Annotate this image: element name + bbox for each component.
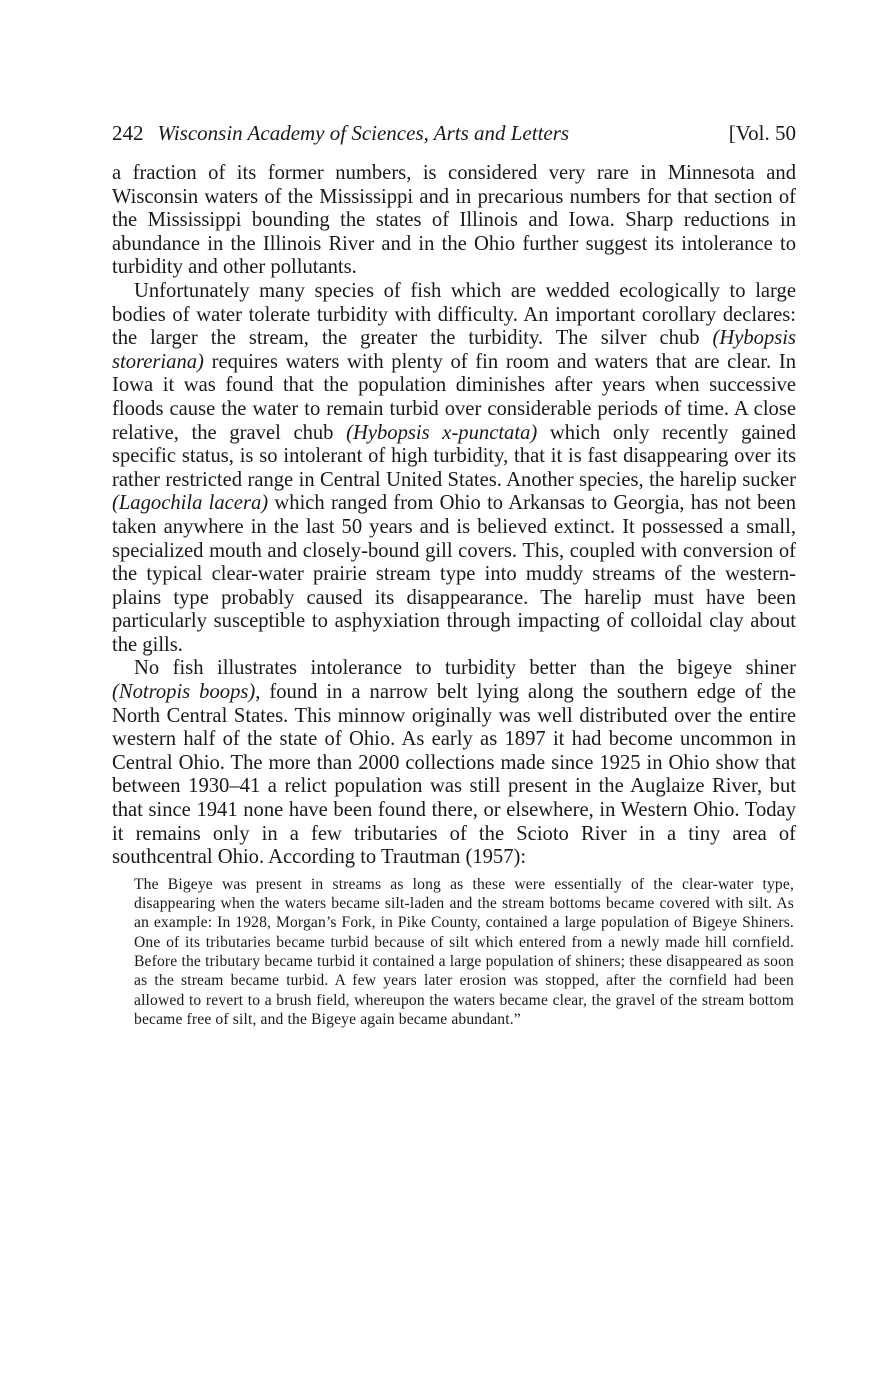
species-name: (Hybopsis storeriana) [112, 327, 796, 373]
paragraph [112, 162, 796, 280]
text-run: which ranged from Ohio to Arkansas to Georgia, has not been taken anywhere in the last 50 years and is believed extinct. It possessed a small, specialized mouth and closely-bound gill covers. This, coupled with conversion of the typical clear-water prairie stream type into muddy streams of the western-plains type probably caused its disappearance. The harelip must have been particularly susceptible to asphyxiation through impacting of colloidal clay about the gills. [112, 492, 796, 656]
body-text [112, 162, 796, 870]
text-run: Unfortunately many species of fish which are wedded ecologically to large bodies of water tolerate turbidity with difficulty. An important corollary declares: the larger the stream, the greater the turbidity. The silver chub [112, 279, 796, 350]
journal-title: Wisconsin Academy of Sciences, Arts and Letters [157, 121, 570, 145]
species-name: (Lagochila lacera) [112, 492, 269, 515]
text-run: a fraction of its former numbers, is considered very rare in Minnesota and Wisconsin waters of the Mississippi and in precarious numbers for that section of the Mississippi bounding the states of Illinois and Iowa. Sharp reductions in abundance in the Illinois River and in the Ohio further suggest its intolerance to turbidity and other pollutants. [112, 162, 796, 279]
quote-text: The Bigeye was present in streams as long as these were essentially of the clear-water type, disappearing when the waters became silt-laden and the stream bottoms became covered with silt. As an example: In 1928, Morgan’s Fork, in Pike County, contained a large population of Bigeye Shiners. One of its tributaries became turbid because of silt which entered from a newly made hill cornfield. Before the tributary became turbid it contained a large population of shiners; these disappeared as soon as the stream became turbid. A few years later erosion was stopped, after the cornfield had been allowed to revert to a brush field, whereupon the waters became clear, the gravel of the stream bottom became free of silt, and the Bigeye again became abundant.” [134, 875, 794, 1028]
text-run: No fish illustrates intolerance to turbidity better than the bigeye shiner [134, 657, 796, 680]
text-run: requires waters with plenty of fin room and waters that are clear. In Iowa it was found that the population diminishes after years when successive floods cause the water to remain turbid over considerable periods of time. A close relative, the gravel chub [112, 350, 796, 444]
page-number: 242 [112, 121, 144, 145]
text-run: which only recently gained specific status, is so intolerant of high turbidity, that it is fast disappearing over its rather restricted range in Central United States. Another species, the harelip sucker [112, 421, 796, 491]
species-name: (Notropis boops), [112, 681, 261, 704]
paragraph [112, 657, 796, 869]
paragraph [112, 280, 796, 658]
species-name: (Hybopsis x-punctata) [346, 421, 538, 444]
volume-label: [Vol. 50 [728, 121, 796, 145]
running-head [112, 118, 796, 148]
block-quote [134, 875, 794, 1029]
document-page [112, 118, 796, 1029]
text-run: found in a narrow belt lying along the southern edge of the North Central States. This minnow originally was well distributed over the entire western half of the state of Ohio. As early as 1897 it had become uncommon in Central Ohio. The more than 2000 collections made since 1925 in Ohio show that between 1930–41 a relict population was still present in the Auglaize River, but that since 1941 none have been found there, or elsewhere, in Western Ohio. Today it remains only in a few tributaries of the Scioto River in a tiny area of southcentral Ohio. According to Trautman (1957): [112, 681, 796, 869]
